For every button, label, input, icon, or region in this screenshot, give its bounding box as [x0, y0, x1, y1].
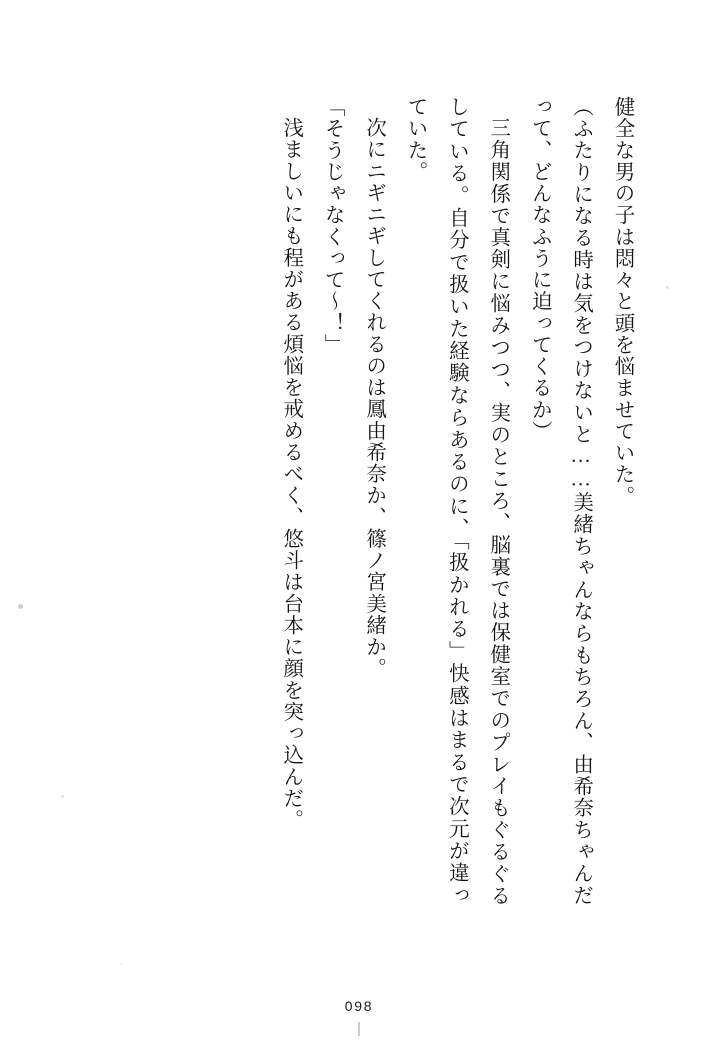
- scan-speck: [666, 286, 669, 289]
- paragraph: 健全な男の子は悶々と頭を悩ませていた。: [611, 96, 633, 507]
- scan-speck: [18, 604, 23, 609]
- scan-speck: [120, 963, 122, 965]
- paragraph: 三角関係で真剣に悩みつつ、実のところ、脳裏では保健室でのプレイもぐるぐるしている。自分で扱いた経験ならあるのに、「扱かれる」快感はまるで次元が違っていた。: [403, 96, 509, 906]
- gutter-mark: [359, 1022, 360, 1036]
- paragraph: （ふたりになる時は気をつけないと……美緒ちゃんならもちろん、由希奈ちゃんだって、どんなふうに迫ってくるか）: [528, 96, 592, 906]
- paragraph: 「そうじゃなくって～！」: [321, 96, 344, 356]
- paragraph: 次にニギニギしてくれるのは鳳由希奈か、篠ノ宮美緒か。: [362, 116, 385, 679]
- body-text: [82, 96, 642, 906]
- page-number: 098: [344, 998, 374, 1014]
- paragraph: 浅ましいにも程がある煩悩を戒めるべく、悠斗は台本に顔を突っ込んだ。: [279, 116, 302, 831]
- scan-speck: [61, 795, 64, 798]
